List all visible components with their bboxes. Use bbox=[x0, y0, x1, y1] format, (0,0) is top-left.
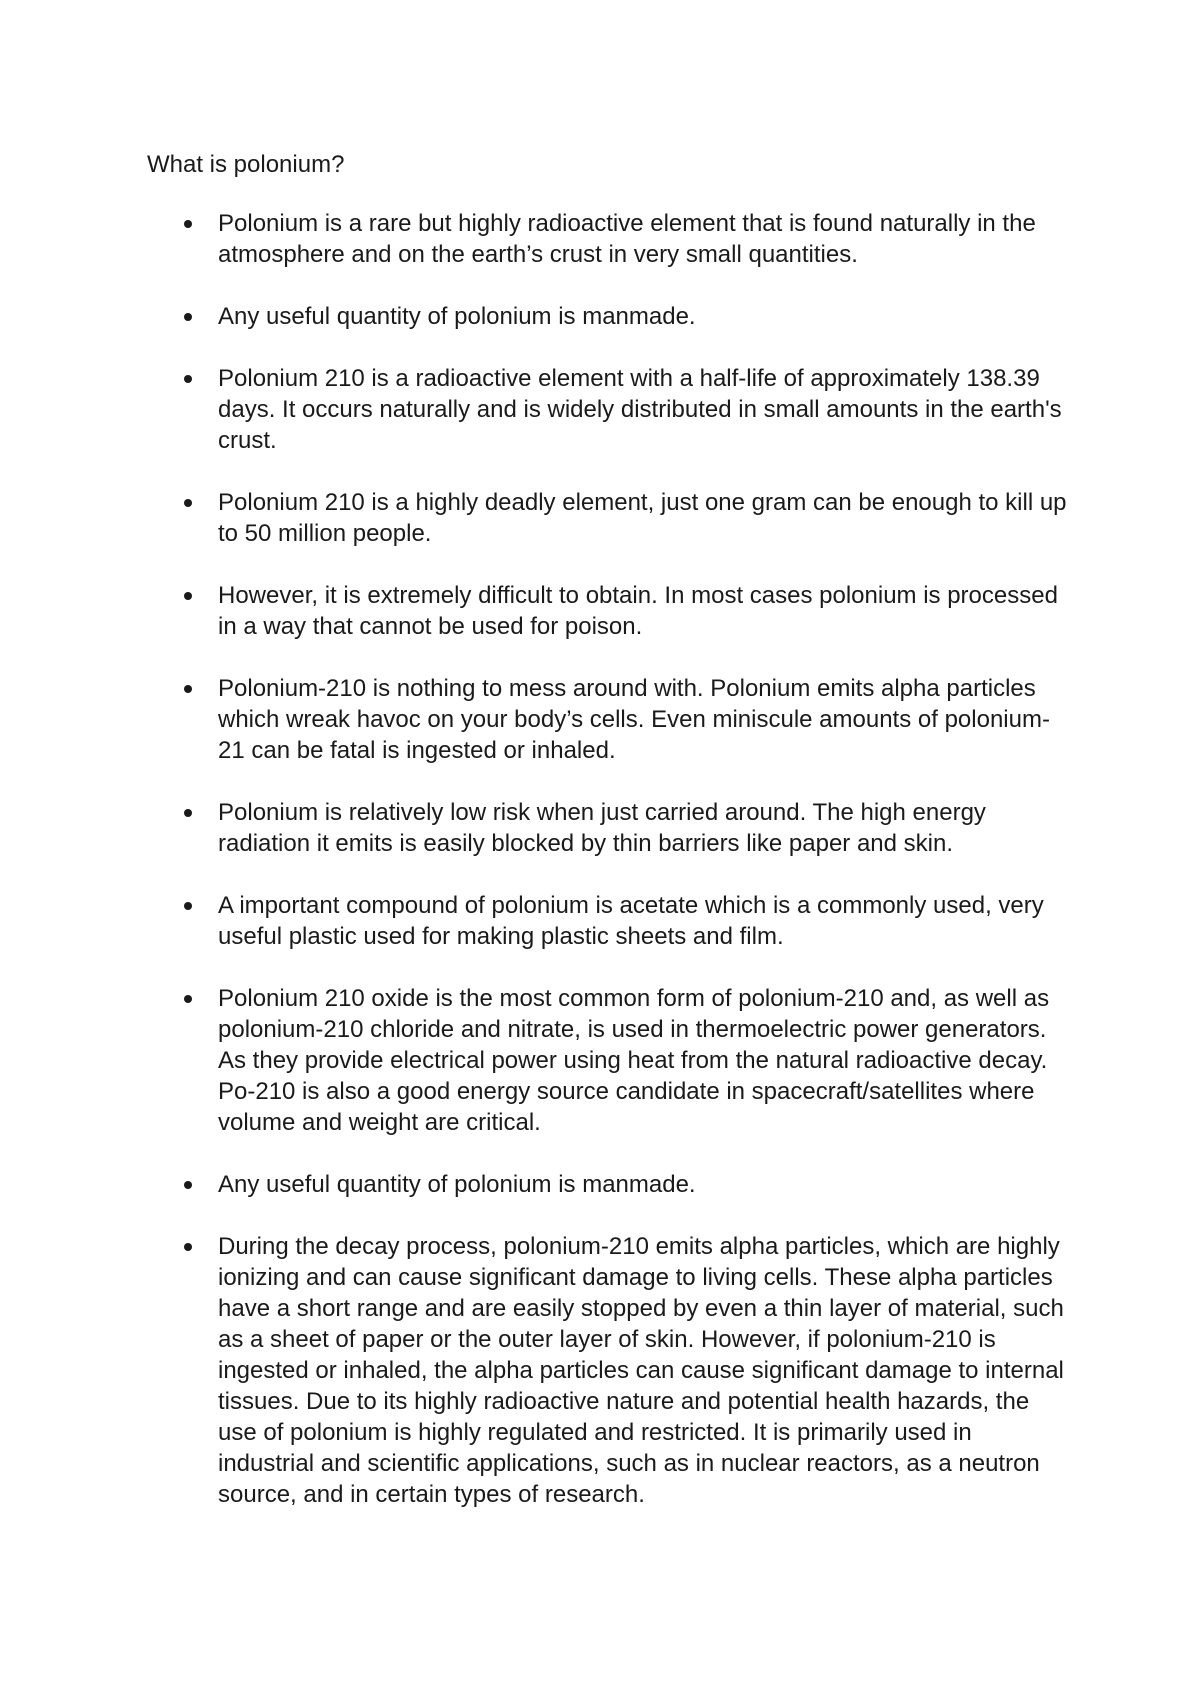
bullet-text: Polonium is a rare but highly radioactive element that is found naturally in the atmosphere and on the earth’s crust in very small quantities. bbox=[218, 210, 1036, 268]
list-item bbox=[147, 1169, 1067, 1200]
bullet-icon bbox=[184, 902, 192, 910]
bullet-icon bbox=[184, 809, 192, 817]
bullet-icon bbox=[184, 1181, 192, 1189]
bullet-text: Polonium 210 is a highly deadly element, just one gram can be enough to kill up to 50 million people. bbox=[218, 489, 1067, 547]
bullet-list bbox=[147, 208, 1067, 1541]
bullet-icon bbox=[184, 375, 192, 383]
list-item bbox=[147, 208, 1067, 270]
list-item bbox=[147, 673, 1067, 766]
list-item bbox=[147, 983, 1067, 1138]
bullet-text: However, it is extremely difficult to obtain. In most cases polonium is processed in a way that cannot be used for poison. bbox=[218, 582, 1058, 640]
bullet-icon bbox=[184, 1243, 192, 1251]
bullet-text: Polonium-210 is nothing to mess around with. Polonium emits alpha particles which wreak havoc on your body’s cells. Even miniscule amounts of polonium-21 can be fatal is ingested or inhaled. bbox=[218, 675, 1050, 764]
bullet-icon bbox=[184, 592, 192, 600]
list-item bbox=[147, 797, 1067, 859]
list-item bbox=[147, 890, 1067, 952]
bullet-icon bbox=[184, 499, 192, 507]
document-title: What is polonium? bbox=[147, 151, 345, 178]
list-item bbox=[147, 301, 1067, 332]
list-item bbox=[147, 580, 1067, 642]
bullet-icon bbox=[184, 220, 192, 228]
bullet-text: Polonium 210 oxide is the most common form of polonium-210 and, as well as polonium-210 chloride and nitrate, is used in thermoelectric power generators. As they provide electrical power using heat from the natural radioactive decay. Po-210 is also a good energy source candidate in spacecraft/satellites where volume and weight are critical. bbox=[218, 985, 1050, 1136]
list-item bbox=[147, 487, 1067, 549]
bullet-text: Any useful quantity of polonium is manmade. bbox=[218, 303, 696, 330]
bullet-text: During the decay process, polonium-210 emits alpha particles, which are highly ionizing and can cause significant damage to living cells. These alpha particles have a short range and are easily stopped by even a thin layer of material, such as a sheet of paper or the outer layer of skin. However, if polonium-210 is ingested or inhaled, the alpha particles can cause significant damage to internal tissues. Due to its highly radioactive nature and potential health hazards, the use of polonium is highly regulated and restricted. It is primarily used in industrial and scientific applications, such as in nuclear reactors, as a neutron source, and in certain types of research. bbox=[218, 1233, 1064, 1508]
bullet-icon bbox=[184, 685, 192, 693]
list-item bbox=[147, 1231, 1067, 1510]
bullet-text: Any useful quantity of polonium is manmade. bbox=[218, 1171, 696, 1198]
bullet-text: Polonium 210 is a radioactive element with a half-life of approximately 138.39 days. It occurs naturally and is widely distributed in small amounts in the earth's crust. bbox=[218, 365, 1062, 454]
bullet-text: Polonium is relatively low risk when just carried around. The high energy radiation it emits is easily blocked by thin barriers like paper and skin. bbox=[218, 799, 986, 857]
list-item bbox=[147, 363, 1067, 456]
bullet-icon bbox=[184, 995, 192, 1003]
bullet-text: A important compound of polonium is acetate which is a commonly used, very useful plastic used for making plastic sheets and film. bbox=[218, 892, 1044, 950]
bullet-icon bbox=[184, 313, 192, 321]
